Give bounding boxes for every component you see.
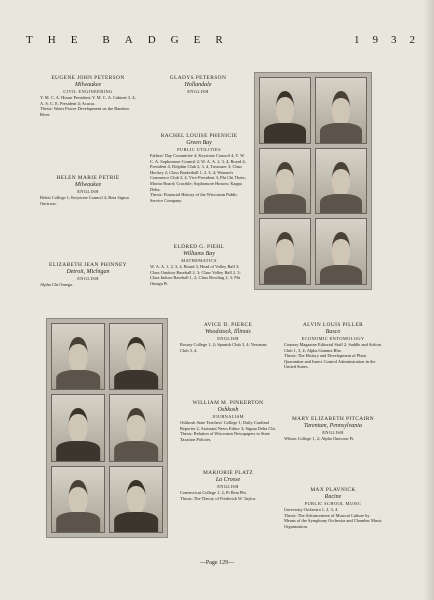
student-name: AVICE D. PIERCE [203,322,253,328]
page-number: —Page 129— [199,560,235,566]
student-major: MATHEMATICS [181,258,217,263]
student-major: ENGLISH [187,89,209,94]
student-entry [284,487,382,529]
header-letter: E [70,34,79,46]
student-name: ELIZABETH JEAN PHINNEY [49,262,127,268]
student-hometown: Green Bay [186,140,212,146]
student-major: JOURNALISM [212,414,244,419]
student-activities: Rosary College 1, 2; Spanish Club 3, 4; Newman Club 3, 4. [180,342,267,353]
student-activities: W. A. A. 1, 2, 3, 4, Board 3, Head of Volley Ball 3; Class Outdoor Baseball 2, 3; Class Volley Ball 2, 3; Class Indoor Baseball 1, 2; Class Bowling 2, 3; Phi Omega Pi. [150,264,241,286]
student-major: PUBLIC SCHOOL MUSIC [304,501,362,506]
header-letter: T [26,34,34,46]
student-activities: Country Magazine Editorial Staff 2; Saddle and Sirloin Club 1, 3, 4; Alpha Gamma Rho. [284,342,381,353]
student-hometown: Basco [325,329,341,335]
student-major: ENGLISH [217,484,239,489]
student-name: RACHEL LOUISE PHENICIE [160,133,238,139]
student-entry [180,322,276,353]
header-letter: A [124,34,134,46]
student-thesis: Thesis: Financial History of the Wisconsin Public Service Company. [150,192,238,203]
portrait-photo [259,218,311,285]
student-activities: Fathers' Day Committee 4; Keystone Council 4; Y. W. C. A. Sophomore Council 2; W. A. A. 2, 3, 4; Board 4; President 4; Dolphin Club 2, 3, 4, Treasurer 3; Class Hockey 2; Class Basketball 1, 2, 3, 4; Woman's Commerce Club 3, 4, Vice-President 3; Phi Chi Theta; Mortar Board; Crucible; Sophomore Honors; Kappa Delta. [150,153,246,192]
student-entry [40,262,136,288]
student-name: GLADYS PETERSON [169,75,227,81]
portrait-photo [51,466,105,533]
student-hometown: La Crosse [215,477,241,483]
student-major: ENGLISH [322,430,344,435]
student-major: CIVIL ENGINEERING [63,89,113,94]
header-letter: E [193,34,202,46]
student-entry [150,133,248,203]
student-hometown: Williams Bay [183,251,215,257]
student-name: HELEN MARIE PETRIE [56,175,120,181]
student-hometown: Milwaukee [74,182,102,188]
student-name: ALVIN LOUIS PILLER [302,322,364,328]
student-hometown: Racine [324,494,342,500]
portrait-photo [259,148,311,215]
portrait-photo [109,466,163,533]
student-activities: Wilson College 1, 2; Alpha Omicron Pi. [284,436,355,441]
portrait-photo [315,77,367,144]
student-thesis: Thesis: The Advancement of Musical Culture by Means of the Symphony Orchestra and Chamber Music Organization. [284,512,382,529]
student-thesis: Thesis: Water Power Development on the Baraboo River. [40,106,130,117]
student-major: PUBLIC UTILITIES [177,147,221,152]
student-name: MARJORIE PLATZ [202,470,254,476]
student-entry [40,175,136,206]
portrait-photo [109,394,163,461]
student-hometown: Oshkosh [217,407,239,413]
portrait-photo [51,394,105,461]
student-major: ENGLISH [77,276,99,281]
header-digit: 2 [409,34,416,46]
student-major: ENGLISH [217,336,239,341]
student-name: MARY ELIZABETH PITCAIRN [291,416,375,422]
header-year [354,34,416,46]
student-name: ELDRED G. PIEHL [173,244,225,250]
student-activities: Connecticut College 1, 2; Pi Beta Phi. [180,490,247,495]
header-letter: G [170,34,180,46]
portrait-grid-bottom [46,318,168,538]
page-edge-shadow [424,0,434,600]
student-activities: Beloit College 1; Keystone Council 4; Beta Sigma Omicron. [40,195,129,206]
student-entry [40,75,136,117]
student-thesis: Thesis: Relation of Wisconsin Newspapers to State Taxation Policies. [180,431,270,442]
student-hometown: Tarentum, Pennsylvania [304,423,362,429]
header-letter: D [147,34,157,46]
page-header [26,34,416,46]
header-letter: B [102,34,111,46]
student-entry [284,416,382,442]
student-entry [180,470,276,501]
portrait-photo [109,323,163,390]
student-hometown: Milwaukee [74,82,102,88]
portrait-photo [315,148,367,215]
header-letter: R [215,34,224,46]
header-digit: 3 [391,34,398,46]
student-major: ENGLISH [77,189,99,194]
student-thesis: Thesis: The History and Development of Plant Quarantine and Insect Control Administration in the United States. [284,353,376,370]
student-major: ECONOMIC ENTOMOLOGY [301,336,365,341]
student-name: WILLIAM M. PINKERTON [192,400,264,406]
portrait-grid-top [254,72,372,290]
student-thesis: Thesis: The Theory of Frederick W. Taylor. [180,495,257,501]
student-hometown: Detroit, Michigan [66,269,110,275]
header-title [26,34,224,46]
student-hometown: Hollandale [184,82,212,88]
portrait-photo [51,323,105,390]
student-activities: Oshkosh State Teachers' College 1; Daily Cardinal Reporter 2, Assistant News Editor 3; Sigma Delta Chi. [180,420,276,431]
student-entry [284,322,382,370]
student-entry [180,400,276,442]
student-entry [150,75,246,95]
student-hometown: Woodstock, Illinois [205,329,251,335]
header-digit: 1 [354,34,361,46]
student-activities: Y. M. C. A. House President; Y. M. C. A. Cabinet 3, 4; A. S. C. E. President 4; Acacia. [40,95,136,106]
header-letter: H [47,34,57,46]
student-activities: Alpha Chi Omega. [40,282,74,287]
student-name: MAX PLAVNICK [310,487,356,493]
student-name: EUGENE JOHN PETERSON [51,75,125,81]
student-activities: University Orchestra 1, 2, 3, 4. [284,507,339,512]
student-entry [150,244,248,286]
portrait-photo [315,218,367,285]
portrait-photo [259,77,311,144]
header-digit: 9 [372,34,379,46]
